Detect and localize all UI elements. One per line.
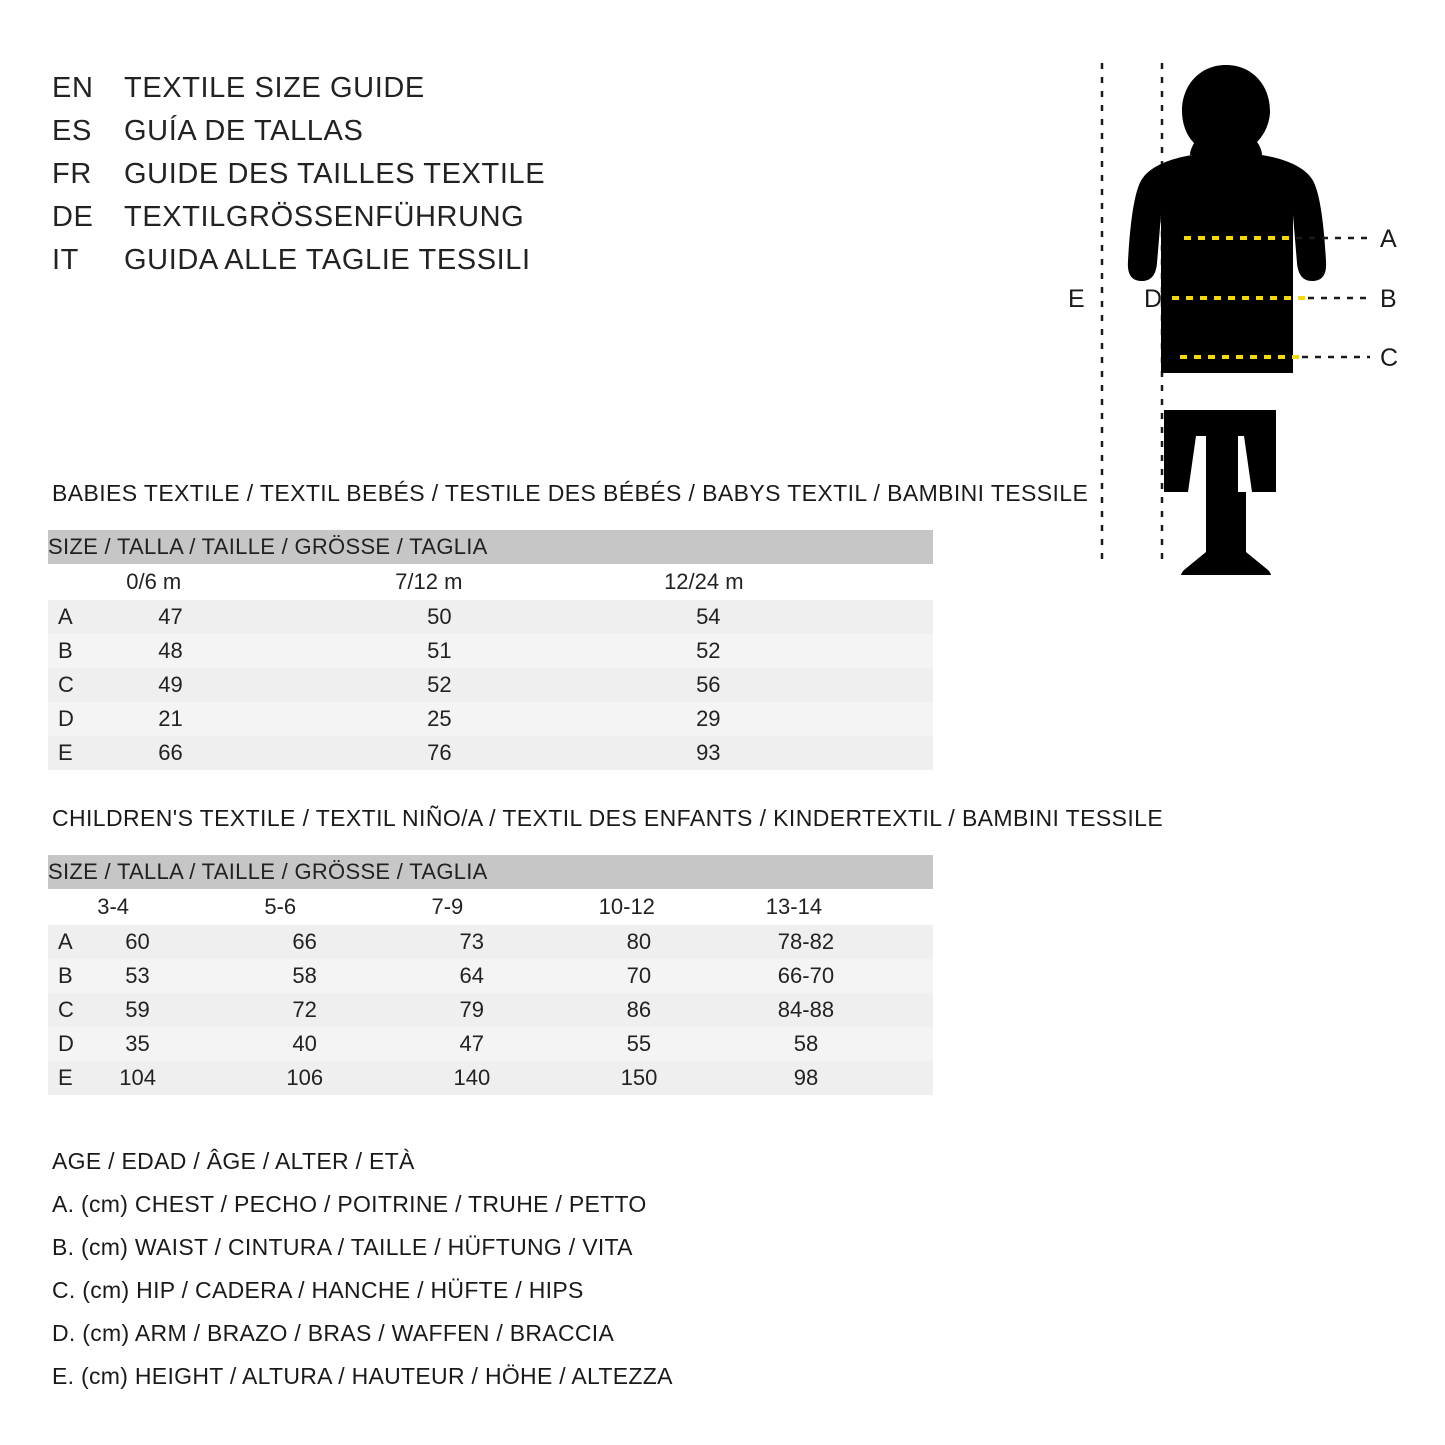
column-header: 7-9: [432, 889, 599, 925]
cell: 25: [395, 702, 664, 736]
measurement-figure: [1040, 55, 1420, 575]
cell: 55: [599, 1027, 766, 1061]
language-code: ES: [52, 115, 92, 147]
figure-label-b: B: [1380, 285, 1397, 313]
table-band-row: [48, 530, 933, 564]
cell: 29: [664, 702, 933, 736]
table-column-header-row: [48, 889, 933, 925]
language-code: FR: [52, 158, 92, 190]
row-label: A: [48, 925, 97, 959]
band-label: SIZE / TALLA / TAILLE / GRÖSSE / TAGLIA: [48, 530, 933, 564]
legend-line: D. (cm) ARM / BRAZO / BRAS / WAFFEN / BRACCIA: [52, 1320, 615, 1346]
column-header: 5-6: [264, 889, 431, 925]
column-header-blank: [48, 564, 126, 600]
cell: 150: [599, 1061, 766, 1095]
children-section-title: CHILDREN'S TEXTILE / TEXTIL NIÑO/A / TEXTIL DES ENFANTS / KINDERTEXTIL / BAMBINI TESSILE: [52, 805, 1164, 831]
measurement-legend: [52, 1140, 952, 1398]
row-label: A: [48, 600, 126, 634]
column-header: 0/6 m: [126, 564, 395, 600]
language-row: [52, 72, 672, 115]
language-code: EN: [52, 72, 94, 104]
column-header: 3-4: [97, 889, 264, 925]
cell: 52: [395, 668, 664, 702]
table-row: [48, 702, 933, 736]
cell: 60: [97, 925, 264, 959]
table-row: [48, 736, 933, 770]
cell: 66-70: [766, 959, 933, 993]
language-row: [52, 201, 672, 244]
cell: 59: [97, 993, 264, 1027]
table-row: [48, 600, 933, 634]
cell: 58: [264, 959, 431, 993]
cell: 93: [664, 736, 933, 770]
row-label: D: [48, 702, 126, 736]
cell: 78-82: [766, 925, 933, 959]
cell: 47: [126, 600, 395, 634]
legend-line: C. (cm) HIP / CADERA / HANCHE / HÜFTE / HIPS: [52, 1277, 584, 1303]
row-label: C: [48, 668, 126, 702]
cell: 51: [395, 634, 664, 668]
figure-label-d: D: [1144, 285, 1163, 313]
cell: 48: [126, 634, 395, 668]
cell: 58: [766, 1027, 933, 1061]
cell: 66: [264, 925, 431, 959]
legend-line: AGE / EDAD / ÂGE / ALTER / ETÀ: [52, 1148, 415, 1174]
language-title-block: [52, 72, 672, 287]
cell: 72: [264, 993, 431, 1027]
row-label: E: [48, 736, 126, 770]
cell: 52: [664, 634, 933, 668]
column-header-blank: [48, 889, 97, 925]
child-silhouette: [1128, 65, 1326, 575]
cell: 104: [97, 1061, 264, 1095]
cell: 50: [395, 600, 664, 634]
language-row: [52, 115, 672, 158]
legend-line: B. (cm) WAIST / CINTURA / TAILLE / HÜFTUNG / VITA: [52, 1234, 633, 1260]
language-title: GUIDE DES TAILLES TEXTILE: [124, 158, 546, 190]
row-label: C: [48, 993, 97, 1027]
cell: 49: [126, 668, 395, 702]
legend-line: A. (cm) CHEST / PECHO / POITRINE / TRUHE / PETTO: [52, 1191, 647, 1217]
band-label: SIZE / TALLA / TAILLE / GRÖSSE / TAGLIA: [48, 855, 933, 889]
guide-lines: [1102, 63, 1162, 567]
cell: 53: [97, 959, 264, 993]
cell: 40: [264, 1027, 431, 1061]
column-header: 13-14: [766, 889, 933, 925]
cell: 64: [432, 959, 599, 993]
cell: 47: [432, 1027, 599, 1061]
cell: 54: [664, 600, 933, 634]
table-row: [48, 993, 933, 1027]
figure-label-c: C: [1380, 344, 1399, 372]
cell: 76: [395, 736, 664, 770]
language-title: GUIDA ALLE TAGLIE TESSILI: [124, 244, 531, 276]
language-row: [52, 158, 672, 201]
table-row: [48, 1027, 933, 1061]
language-title: GUÍA DE TALLAS: [124, 115, 364, 147]
cell: 35: [97, 1027, 264, 1061]
cell: 56: [664, 668, 933, 702]
cell: 79: [432, 993, 599, 1027]
figure-label-a: A: [1380, 225, 1397, 253]
language-code: DE: [52, 201, 94, 233]
cell: 70: [599, 959, 766, 993]
row-label: B: [48, 634, 126, 668]
row-label: D: [48, 1027, 97, 1061]
cell: 66: [126, 736, 395, 770]
children-size-table: [48, 855, 933, 1095]
babies-section-title: BABIES TEXTILE / TEXTIL BEBÉS / TESTILE DES BÉBÉS / BABYS TEXTIL / BAMBINI TESSILE: [52, 480, 1089, 506]
cell: 73: [432, 925, 599, 959]
language-title: TEXTILE SIZE GUIDE: [124, 72, 425, 104]
cell: 86: [599, 993, 766, 1027]
table-band-row: [48, 855, 933, 889]
figure-label-e: E: [1068, 285, 1085, 313]
row-label: E: [48, 1061, 97, 1095]
cell: 84-88: [766, 993, 933, 1027]
table-column-header-row: [48, 564, 933, 600]
cell: 140: [432, 1061, 599, 1095]
row-label: B: [48, 959, 97, 993]
language-title: TEXTILGRÖSSENFÜHRUNG: [124, 201, 525, 233]
table-row: [48, 959, 933, 993]
cell: 106: [264, 1061, 431, 1095]
legend-line: E. (cm) HEIGHT / ALTURA / HAUTEUR / HÖHE / ALTEZZA: [52, 1363, 673, 1389]
table-row: [48, 634, 933, 668]
language-code: IT: [52, 244, 79, 276]
table-row: [48, 668, 933, 702]
babies-size-table: [48, 530, 933, 770]
table-row: [48, 1061, 933, 1095]
table-row: [48, 925, 933, 959]
language-row: [52, 244, 672, 287]
column-header: 7/12 m: [395, 564, 664, 600]
cell: 21: [126, 702, 395, 736]
cell: 80: [599, 925, 766, 959]
cell: 98: [766, 1061, 933, 1095]
column-header: 10-12: [599, 889, 766, 925]
column-header: 12/24 m: [664, 564, 933, 600]
